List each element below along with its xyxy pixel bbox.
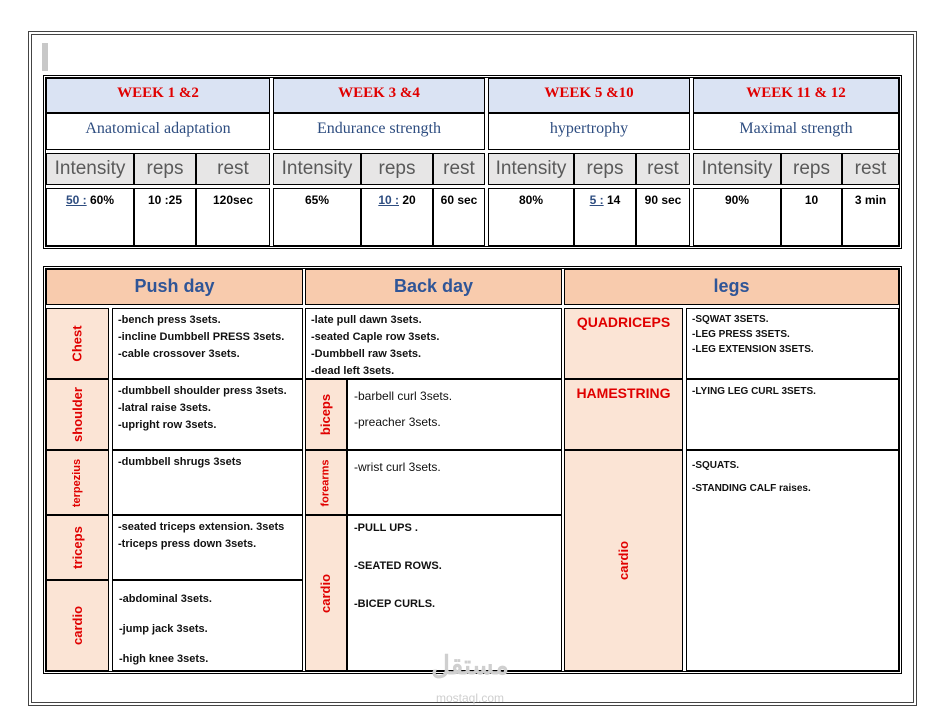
header-rest: rest (636, 153, 690, 185)
header-intensity: Intensity (488, 153, 574, 185)
value-rest: 90 sec (636, 188, 690, 246)
value-intensity: 65% (273, 188, 361, 246)
triceps-exercises: -seated triceps extension. 3sets -triceps press down 3sets. (112, 515, 303, 580)
value-intensity: 50 : 60% (46, 188, 134, 246)
push-cardio-label: cardio (46, 580, 109, 671)
value-rest: 60 sec (433, 188, 485, 246)
legs-cardio-label: cardio (564, 450, 683, 671)
hamestring-label: HAMESTRING (564, 379, 683, 450)
week-title: WEEK 11 & 12 (693, 78, 899, 113)
week-phase: Maximal strength (693, 113, 899, 150)
hamestring-exercises: -LYING LEG CURL 3SETS. (686, 379, 899, 450)
header-reps: reps (361, 153, 433, 185)
triceps-label: triceps (46, 515, 109, 580)
header-rest: rest (842, 153, 899, 185)
quadriceps-label: QUADRICEPS (564, 308, 683, 379)
header-rest: rest (196, 153, 270, 185)
value-reps: 10 : 20 (361, 188, 433, 246)
watermark-url: mostaql.com (435, 691, 505, 705)
value-reps: 10 (781, 188, 842, 246)
week-title: WEEK 1 &2 (46, 78, 270, 113)
legs-day-header: legs (564, 269, 899, 305)
shoulder-label: shoulder (46, 379, 109, 450)
header-reps: reps (574, 153, 636, 185)
forearms-exercises: -wrist curl 3sets. (347, 450, 562, 515)
value-rest: 3 min (842, 188, 899, 246)
weeks-table (43, 75, 902, 249)
push-day-header: Push day (46, 269, 303, 305)
shoulder-exercises: -dumbbell shoulder press 3sets. -latral raise 3sets. -upright row 3sets. (112, 379, 303, 450)
quadriceps-exercises: -SQWAT 3SETS. -LEG PRESS 3SETS. -LEG EXTENSION 3SETS. (686, 308, 899, 379)
chest-label: Chest (46, 308, 109, 379)
text-cursor (42, 43, 48, 71)
value-rest: 120sec (196, 188, 270, 246)
split-table (43, 266, 902, 674)
chest-exercises: -bench press 3sets. -incline Dumbbell PRESS 3sets. -cable crossover 3sets. (112, 308, 303, 379)
back-cardio-label: cardio (305, 515, 347, 671)
legs-cardio-exercises: -SQUATS. -STANDING CALF raises. (686, 450, 899, 671)
week-title: WEEK 3 &4 (273, 78, 485, 113)
back-day-header: Back day (305, 269, 562, 305)
push-cardio-exercises: -abdominal 3sets. -jump jack 3sets. -high knee 3sets. (112, 580, 303, 671)
header-rest: rest (433, 153, 485, 185)
back-cardio-exercises: -PULL UPS . -SEATED ROWS. -BICEP CURLS. (347, 515, 562, 671)
biceps-label: biceps (305, 379, 347, 450)
value-intensity: 80% (488, 188, 574, 246)
header-intensity: Intensity (273, 153, 361, 185)
header-intensity: Intensity (46, 153, 134, 185)
back-exercises: -late pull dawn 3sets. -seated Caple row 3sets. -Dumbbell raw 3sets. -dead left 3sets. (305, 308, 562, 379)
biceps-exercises: -barbell curl 3sets. -preacher 3sets. (347, 379, 562, 450)
header-intensity: Intensity (693, 153, 781, 185)
week-phase: Anatomical adaptation (46, 113, 270, 150)
value-reps: 5 : 14 (574, 188, 636, 246)
header-reps: reps (781, 153, 842, 185)
watermark-logo: مستقل (431, 650, 509, 680)
week-phase: hypertrophy (488, 113, 690, 150)
trapezius-label: terpezius (46, 450, 109, 515)
forearms-label: forearms (305, 450, 347, 515)
value-intensity: 90% (693, 188, 781, 246)
week-title: WEEK 5 &10 (488, 78, 690, 113)
trapezius-exercises: -dumbbell shrugs 3sets (112, 450, 303, 515)
value-reps: 10 :25 (134, 188, 196, 246)
week-phase: Endurance strength (273, 113, 485, 150)
header-reps: reps (134, 153, 196, 185)
